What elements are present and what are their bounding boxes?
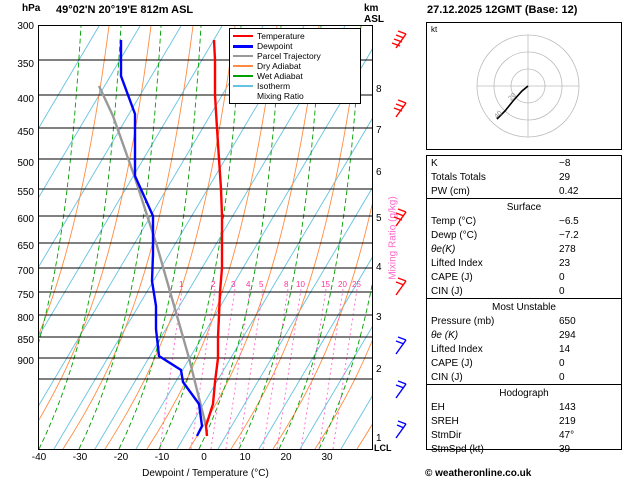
y-tick-700: 700 [17,266,34,277]
table-row [427,370,621,385]
index-name-mu-cape: CAPE (J) [431,357,473,369]
legend-label-dry-adiabat: Dry Adiabat [257,61,301,71]
y-tick-900: 900 [17,356,34,367]
index-name-sfc-thetae: θe(K) [431,243,456,255]
wind-barb-500 [394,209,406,226]
km-tick-3: 3 [376,312,382,323]
index-name-mu-thetae: θe (K) [431,329,459,341]
hodograph-header: Hodograph [499,387,549,399]
index-name-sfc-dewp: Dewp (°C) [431,229,478,241]
hodograph-unit-label: kt [431,25,438,34]
table-row [427,184,621,199]
index-name-eh: EH [431,401,445,413]
right-column [420,0,629,486]
legend-label-wet-adiabat: Wet Adiabat [257,71,303,81]
index-value-mu-cape: 0 [559,357,565,369]
index-name-sfc-temp: Temp (°C) [431,215,477,227]
km-tick-7: 7 [376,125,382,136]
legend-label-parcel: Parcel Trajectory [257,51,321,61]
hodograph-ring-label-40: 40 [493,109,504,121]
indices-table [427,156,621,456]
svg-text:20: 20 [338,280,347,289]
index-value-mu-pressure: 650 [559,315,576,327]
index-value-sfc-temp: −6.5 [559,215,579,227]
station-title: 49°02'N 20°19'E 812m ASL [56,4,194,16]
svg-text:1: 1 [179,280,184,289]
svg-text:2: 2 [211,280,216,289]
table-row [427,356,621,370]
x-tick--20: -20 [113,452,129,463]
copyright-notice: © weatheronline.co.uk [425,468,532,479]
index-name-sreh: SREH [431,415,459,427]
table-row [427,284,621,299]
y-tick-400: 400 [17,94,34,105]
y-tick-650: 650 [17,241,34,252]
y-tick-300: 300 [17,21,34,32]
table-section-header [427,300,621,314]
km-tick-2: 2 [376,364,382,375]
index-value-stmdir: 47° [559,429,575,441]
x-tick-0: 0 [201,452,207,463]
y-tick-850: 850 [17,335,34,346]
svg-text:15: 15 [321,280,330,289]
table-row [427,442,621,456]
svg-text:5: 5 [259,280,264,289]
x-tick-10: 10 [239,452,251,463]
table-row [427,228,621,242]
index-value-sreh: 219 [559,415,576,427]
index-name-mu-li: Lifted Index [431,343,483,355]
y-tick-500: 500 [17,158,34,169]
km-tick-6: 6 [376,167,382,178]
svg-text:8: 8 [284,280,289,289]
km-tick-5: 5 [376,213,382,224]
index-value-sfc-cin: 0 [559,285,565,297]
run-title: 27.12.2025 12GMT (Base: 12) [427,4,578,16]
hodograph-ring-label-20: 20 [507,91,518,103]
height-unit-label: km [364,3,379,14]
lcl-label: LCL [374,443,392,453]
km-tick-4: 4 [376,262,382,273]
legend-label-dewpoint: Dewpoint [257,41,293,51]
surface-header: Surface [506,201,542,213]
index-name-mu-pressure: Pressure (mb) [431,315,495,327]
mixing-ratio-axis-title: Mixing Ratio (g/kg) [387,196,399,280]
index-name-stmdir: StmDir [431,429,462,441]
pressure-unit-label: hPa [22,3,41,14]
hodograph-graphics [427,23,621,149]
x-tick--40: -40 [31,452,47,463]
index-value-pw: 0.42 [559,185,579,197]
table-row [427,314,621,328]
index-value-stmspd: 39 [559,443,571,455]
table-row [427,156,621,170]
legend-label-temperature: Temperature [257,31,305,41]
table-row [427,242,621,256]
table-row [427,428,621,442]
y-tick-600: 600 [17,214,34,225]
table-row [427,400,621,414]
indices-panel [426,155,622,455]
table-row [427,342,621,356]
index-name-sfc-cin: CIN (J) [431,285,463,297]
index-value-totals: 29 [559,171,571,183]
index-value-eh: 143 [559,401,576,413]
y-tick-750: 750 [17,290,34,301]
x-tick--10: -10 [154,452,170,463]
svg-text:4: 4 [246,280,251,289]
index-value-mu-cin: 0 [559,371,565,383]
x-tick-30: 30 [321,452,333,463]
index-value-mu-thetae: 294 [559,329,576,341]
index-name-pw: PW (cm) [431,185,470,197]
index-value-k: −8 [559,157,571,169]
table-section-header [427,386,621,400]
index-value-sfc-cape: 0 [559,271,565,283]
y-tick-800: 800 [17,313,34,324]
table-row [427,214,621,228]
svg-text:3: 3 [231,280,236,289]
wind-barb-600 [396,278,406,295]
index-name-sfc-cape: CAPE (J) [431,271,473,283]
table-section-header [427,200,621,214]
index-name-stmspd: StmSpd (kt) [431,443,484,455]
height-unit-label-2: ASL [364,14,384,25]
wind-barb-300 [392,31,406,48]
index-name-sfc-li: Lifted Index [431,257,483,269]
index-name-k: K [431,157,438,169]
wind-barb-700 [396,337,406,354]
svg-text:10: 10 [296,280,305,289]
index-value-sfc-dewp: −7.2 [559,229,579,241]
index-name-mu-cin: CIN (J) [431,371,463,383]
table-row [427,328,621,342]
x-axis-title: Dewpoint / Temperature (°C) [142,468,269,479]
wind-barb-800 [396,381,406,398]
km-tick-1: 1 [376,433,382,444]
svg-text:25: 25 [352,280,361,289]
index-value-sfc-li: 23 [559,257,571,269]
wind-barb-400 [394,100,406,117]
hodograph-ring-labels [493,92,518,121]
x-tick-20: 20 [280,452,292,463]
table-row [427,270,621,284]
legend-label-mixing-ratio: Mixing Ratio [257,91,304,101]
index-value-mu-li: 14 [559,343,571,355]
table-row [427,414,621,428]
hodograph-panel [426,22,622,150]
y-tick-450: 450 [17,127,34,138]
km-tick-8: 8 [376,84,382,95]
index-name-totals: Totals Totals [431,171,486,183]
most-unstable-header: Most Unstable [492,301,556,313]
y-tick-350: 350 [17,59,34,70]
table-row [427,256,621,270]
y-tick-550: 550 [17,187,34,198]
wind-barb-900 [396,421,406,438]
legend-label-isotherm: Isotherm [257,81,291,91]
index-value-sfc-thetae: 278 [559,243,576,255]
x-tick--30: -30 [72,452,88,463]
table-row [427,170,621,184]
